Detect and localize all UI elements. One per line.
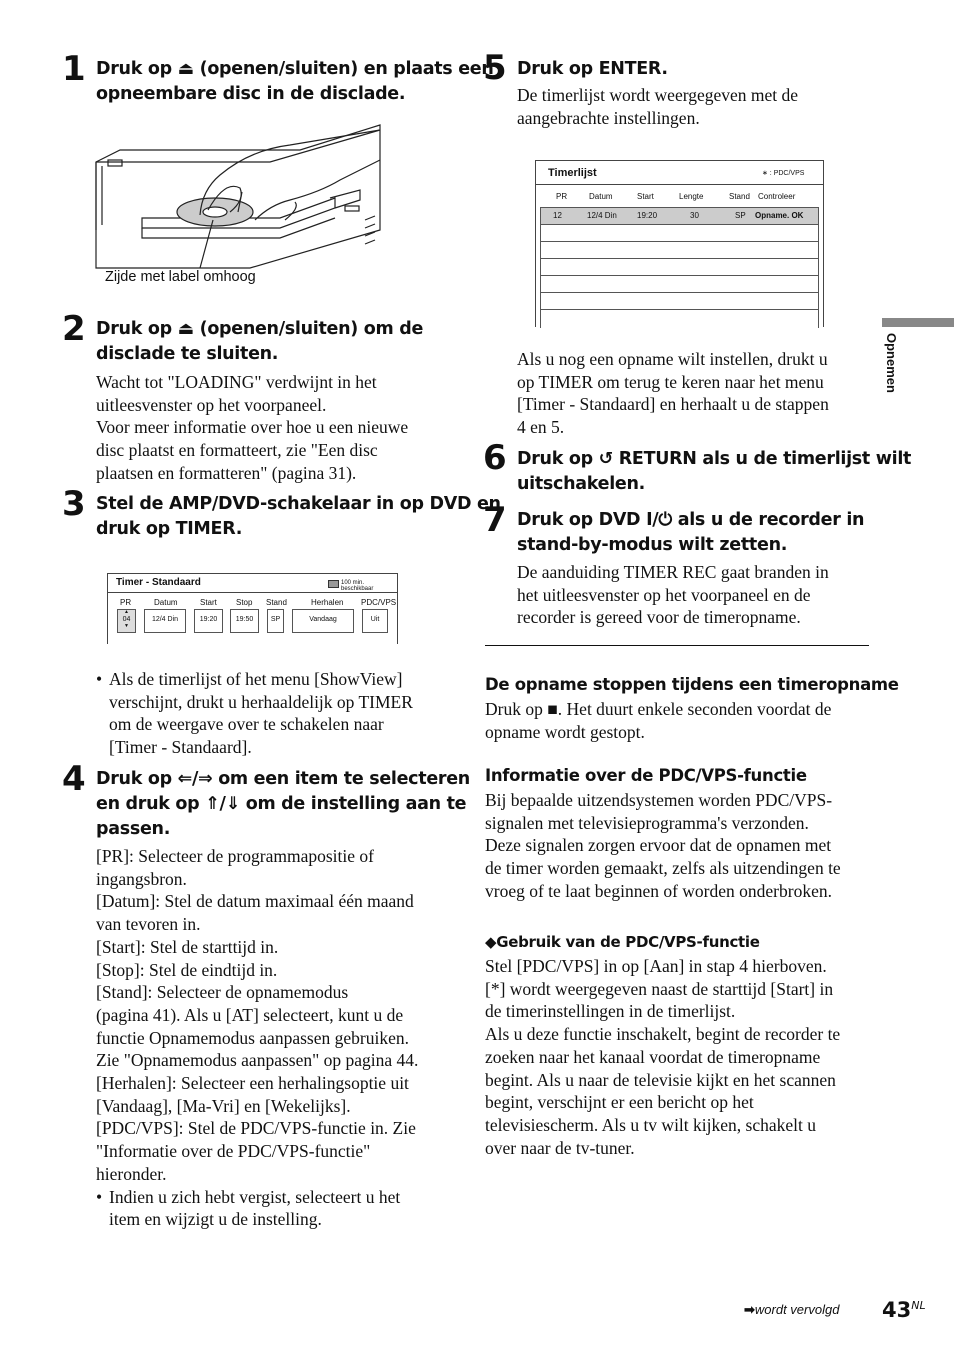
col-header-pr: PR	[120, 598, 132, 607]
step-heading: Druk op ENTER.	[517, 59, 668, 79]
col-header-stand: Stand	[266, 598, 287, 607]
divider	[536, 184, 823, 185]
step-heading: Druk op DVD I/⏻ als u de recorder in stand-by-modus wilt zetten.	[517, 510, 865, 555]
col-header-start: Start	[200, 598, 217, 607]
section-tab-label: Opnemen	[884, 333, 899, 393]
disc-icon	[328, 580, 339, 588]
col-header-lengte: Lengte	[679, 192, 704, 201]
stand-field[interactable]: SP	[267, 609, 284, 633]
step-heading: Druk op ↺ RETURN als u de timerlijst wilt uitschakelen.	[517, 449, 912, 494]
step-number: 3	[62, 484, 86, 524]
start-field[interactable]: 19:20	[194, 609, 223, 633]
step-heading: Stel de AMP/DVD-schakelaar in op DVD en druk op TIMER.	[96, 494, 501, 539]
col-header-stop: Stop	[236, 598, 253, 607]
step-number: 4	[62, 759, 86, 799]
section-tab-bar	[882, 318, 954, 327]
page-number: $43^{NL}$	[882, 1298, 926, 1322]
disc-label-caption: Zijde met label omhoog	[105, 269, 256, 285]
step-body: De aanduiding TIMER REC gaat branden in het uitleesvenster op het voorpaneel en de recorder is gereed voor de timeropname.	[517, 562, 829, 628]
step-number: 2	[62, 309, 86, 349]
datum-field[interactable]: 12/4 Din	[144, 609, 186, 633]
timer-list-screen	[535, 160, 824, 327]
step-body: [PR]: Selecteer de programmapositie of ingangsbron. [Datum]: Stel de datum maximaal één maand van tevoren in. [Start]: Stel de starttijd in. [Stop]: Stel de eindtijd in. [Stand]: Selecteer de opnamemodus (pagina 41). Als u [AT] selecteert, kunt u de functie Opnamemodus aanpassen gebruiken. Zie "Opnamemodus aanpassen" op pagina 44. [Herhalen]: Selecteer een herhalingsoptie uit [Vandaag], [Ma-Vri] en [Wekelijks]. [PDC/VPS]: Stel de PDC/VPS-functie in. Zie "Informatie over de PDC/VPS-functie" hieronder. • Indien u zich hebt vergist, selecteert u het item en wijzigt u de instelling.	[96, 846, 419, 1230]
divider	[108, 592, 397, 593]
col-header-datum: Datum	[154, 598, 178, 607]
col-header-datum: Datum	[589, 192, 613, 201]
col-header-herhalen: Herhalen	[311, 598, 344, 607]
timer-standard-screen	[107, 573, 398, 644]
step-number: 5	[483, 48, 507, 88]
col-header-pr: PR	[556, 192, 568, 201]
legend-text: ∗ : PDC/VPS	[762, 170, 805, 177]
step-heading: Druk op ⏏ (openen/sluiten) en plaats een opneembare disc in de disclade.	[96, 59, 494, 104]
status-text: 100 min. beschikbaar	[341, 580, 374, 592]
section-body: Druk op ■. Het duurt enkele seconden voordat de opname wordt gestopt.	[485, 699, 832, 742]
step-body: De timerlijst wordt weergegeven met de aangebrachte instellingen.	[517, 85, 799, 128]
herhalen-field[interactable]: Vandaag	[292, 609, 354, 633]
section-body: Bij bepaalde uitzendsystemen worden PDC/VPS- signalen met televisieprogramma's verzonden. Deze signalen zorgen ervoor dat de opnamen met de timer worden gemaakt, zelfs als uitzendingen te vroeg of te laat beginnen of worden onderbroken.	[485, 790, 841, 901]
stop-field[interactable]: 19:50	[230, 609, 259, 633]
screen-title: Timer - Standaard	[116, 577, 201, 588]
pdcvps-field[interactable]: Uit	[362, 609, 388, 633]
disc-tray-illustration	[90, 120, 390, 280]
bullet-note: • Als de timerlijst of het menu [ShowView] verschijnt, drukt u herhaaldelijk op TIMER om de weergave over te schakelen naar [Timer - Standaard].	[96, 669, 413, 758]
step-body: Als u nog een opname wilt instellen, drukt u op TIMER om terug te keren naar het menu [Timer - Standaard] en herhaalt u de stappen 4 en 5.	[517, 349, 829, 438]
list-row[interactable]	[540, 224, 819, 242]
list-row[interactable]	[540, 309, 819, 328]
col-header-pdcvps: PDC/VPS	[361, 598, 397, 607]
section-body: Stel [PDC/VPS] in op [Aan] in stap 4 hierboven. [*] wordt weergegeven naast de starttijd [Start] in de timerinstellingen in de timerlijst. Als u deze functie inschakelt, begint de recorder te zoeken naar het kanaal voordat de timeropname begint. Als u naar de televisie kijkt en het scannen begint, verschijnt er een bericht op het televisiescherm. Als u tv wilt kijken, schakelt u over naar de tv-tuner.	[485, 956, 841, 1158]
step-number: 6	[483, 438, 507, 478]
list-row-selected[interactable]: 12 12/4 Din 19:20 30 SP Opname. OK	[540, 207, 819, 225]
list-row[interactable]	[540, 292, 819, 310]
step-number: 1	[62, 49, 86, 89]
step-heading: Druk op ⏏ (openen/sluiten) om de disclade te sluiten.	[96, 319, 424, 364]
screen-title: Timerlijst	[548, 167, 597, 179]
section-divider	[485, 645, 869, 646]
pr-field[interactable]: ▲ 04 ▼	[117, 609, 136, 633]
step-heading: Druk op ⇐/⇒ om een item te selecteren en druk op ⇑/⇓ om de instelling aan te passen.	[96, 769, 470, 839]
list-row[interactable]	[540, 275, 819, 293]
arrow-right-icon: ➡	[744, 1302, 755, 1317]
continued-note: ➡wordt vervolgd	[744, 1302, 840, 1317]
list-row[interactable]	[540, 258, 819, 276]
step-body: Wacht tot "LOADING" verdwijnt in het uitleesvenster op het voorpaneel. Voor meer informatie over hoe u een nieuwe disc plaatst en formatteert, zie "Een disc plaatsen en formatteren" (pagina 31).	[96, 372, 409, 483]
section-subtitle: ◆Gebruik van de PDC/VPS-functie	[485, 933, 760, 951]
section-title: Informatie over de PDC/VPS-functie	[485, 766, 807, 785]
step-number: 7	[483, 500, 507, 540]
section-title: De opname stoppen tijdens een timeropname	[485, 675, 899, 694]
col-header-start: Start	[637, 192, 654, 201]
col-header-controleer: Controleer	[758, 192, 796, 201]
list-row[interactable]	[540, 241, 819, 259]
col-header-stand: Stand	[729, 192, 750, 201]
